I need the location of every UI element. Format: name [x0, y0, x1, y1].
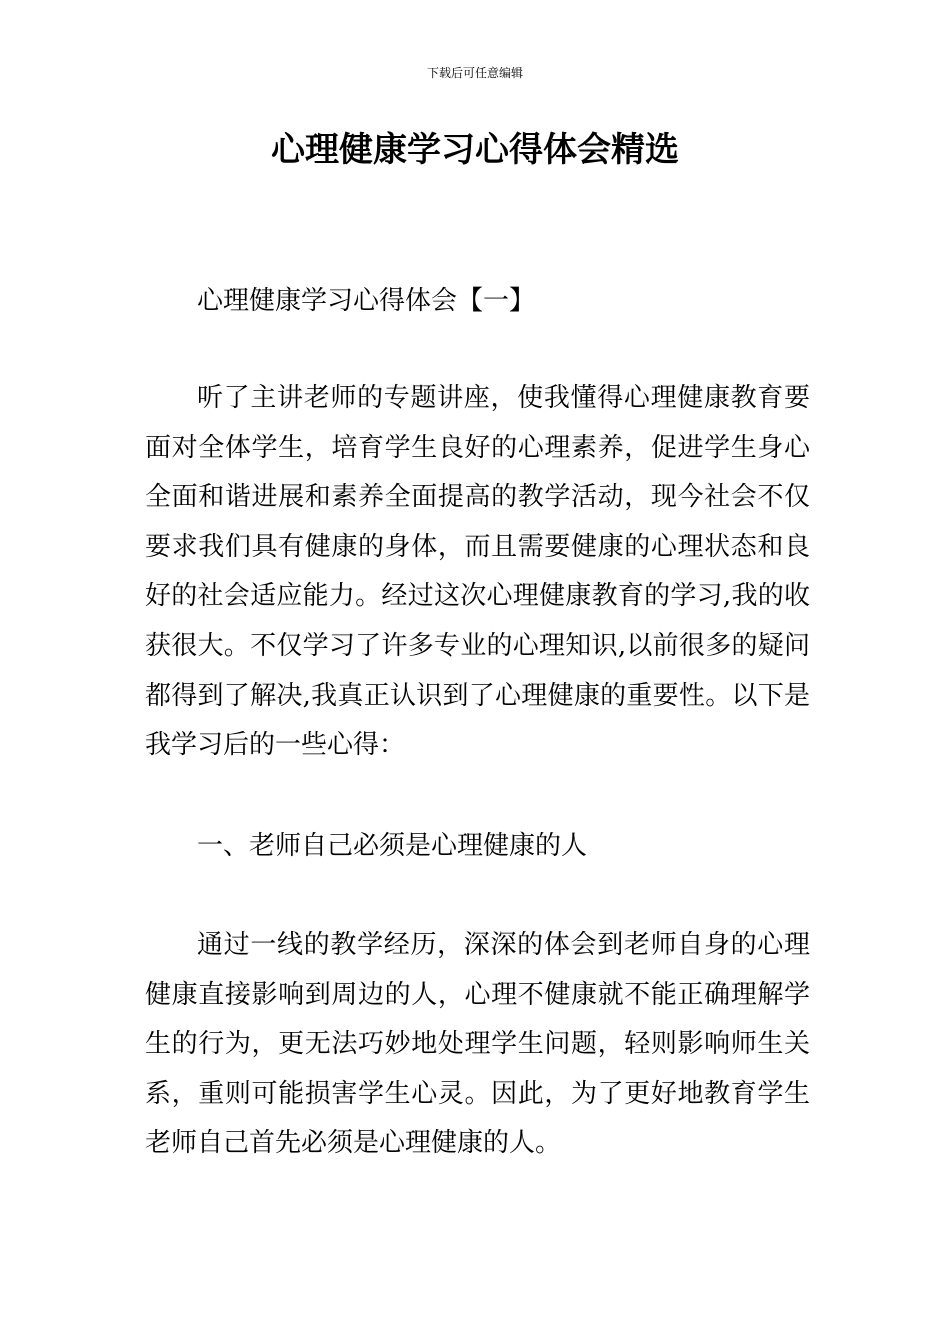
document-title: 心理健康学习心得体会精选: [271, 130, 679, 170]
body-paragraph-1: 听了主讲老师的专题讲座，使我懂得心理健康教育要面对全体学生，培育学生良好的心理素养，促进学生身心全面和谐进展和素养全面提高的教学活动，现今社会不仅要求我们具有健康的身体，而且需要健康的心理状态和良好的社会适应能力。经过这次心理健康教育的学习,我的收获很大。不仅学习了许多专业的心理知识,以前很多的疑问都得到了解决,我真正认识到了心理健康的重要性。以下是我学习后的一些心得：: [145, 383, 810, 761]
header-note: 下载后可任意编辑: [426, 66, 523, 80]
point-heading-1: 一、老师自己必须是心理健康的人: [197, 831, 588, 861]
body-paragraph-2: 通过一线的教学经历，深深的体会到老师自身的心理健康直接影响到周边的人，心理不健康就不能正确理解学生的行为，更无法巧妙地处理学生问题，轻则影响师生关系，重则可能损害学生心灵。因此，为了更好地教育学生老师自己首先必须是心理健康的人。: [145, 930, 810, 1159]
section-heading: 心理健康学习心得体会【一】: [197, 286, 536, 316]
